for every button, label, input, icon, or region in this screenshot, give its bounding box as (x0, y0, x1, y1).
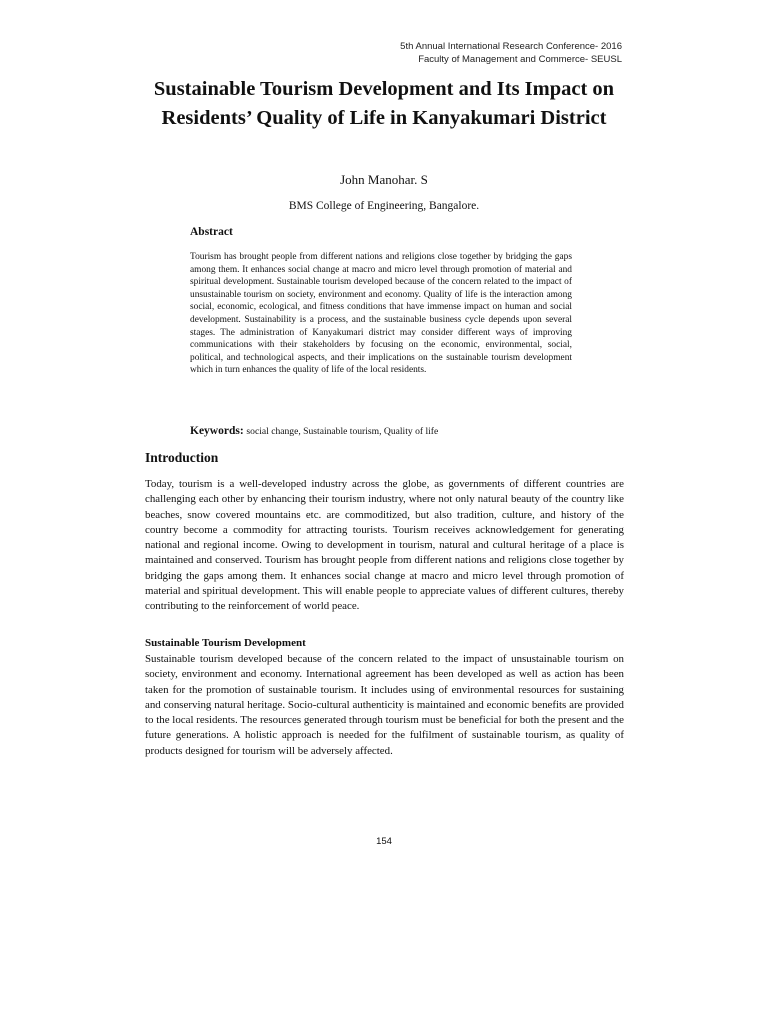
sustainable-tourism-paragraph: Sustainable tourism developed because of the concern related to the impact of unsustainable tourism on society, environment and economy. International agreement has been developed as well as action has been taken for the promotion of sustainable tourism. It includes using of environmental resources for sustaining and conserving natural heritage. Socio-cultural authenticity is maintained and economic benefits are provided to the local residents. The resources generated through tourism must be beneficial for both the present and the future generations. A holistic approach is needed for the fulfilment of sustainable tourism, as quality of products designed for tourism will be adversely affected. (145, 653, 624, 757)
abstract-text: Tourism has brought people from different nations and religions close together by bridging the gaps among them. It enhances social change at macro and micro level through promotion of material and spiritual development. Sustainable tourism developed because of the concern related to the impact of unsustainable tourism on society, environment and economy. Quality of life is the interaction among social, economic, ecological, and fitness conditions that have immense impact on human and social development. Sustainability is a process, and the sustainable business cycle depends upon several stages. The administration of Kanyakumari district may consider different ways of improving communications with their stakeholders by focusing on the economic, environmental, social, political, and technological aspects, and their implications on the sustainable tourism development which in turn enhances the quality of life of the local residents. (190, 252, 572, 376)
keywords-line (190, 425, 438, 437)
author-affiliation: BMS College of Engineering, Bangalore. (288, 200, 480, 212)
keywords-label: Keywords: (190, 425, 244, 437)
conference-line-2: Faculty of Management and Commerce- SEUSL (418, 54, 622, 65)
introduction-paragraph: Today, tourism is a well-developed industry across the globe, as governments of different countries are challenging each other by enhancing their tourism industry, where not only natural beauty of the country like beaches, snow covered mountains etc. are commoditized, but also tradition, culture, and history of the country become a commodity for attracting tourists. Tourism receives acknowledgement for generating national and regional income. Owing to development in tourism, natural and cultural heritage of a place is maintained and conserved. Tourism has brought people from different nations and religions close together by bridging the gaps among them. It enhances social change at macro and micro level through promotion of material and spiritual development. This will enable people to appreciate values of different cultures, thereby contributing to the reinforcement of world peace. (145, 478, 624, 613)
keywords-text: social change, Sustainable tourism, Quality of life (246, 426, 439, 437)
paper-title: Sustainable Tourism Development and Its Impact on Residents’ Quality of Life in Kanyakumari District (153, 78, 615, 129)
sustainable-tourism-heading: Sustainable Tourism Development (145, 637, 306, 649)
conference-header (400, 40, 622, 66)
abstract-heading: Abstract (190, 226, 233, 238)
page-number: 154 (376, 836, 392, 847)
author-name: John Manohar. S (340, 172, 428, 187)
conference-line-1: 5th Annual International Research Conference- 2016 (400, 41, 622, 52)
introduction-heading: Introduction (145, 450, 219, 465)
